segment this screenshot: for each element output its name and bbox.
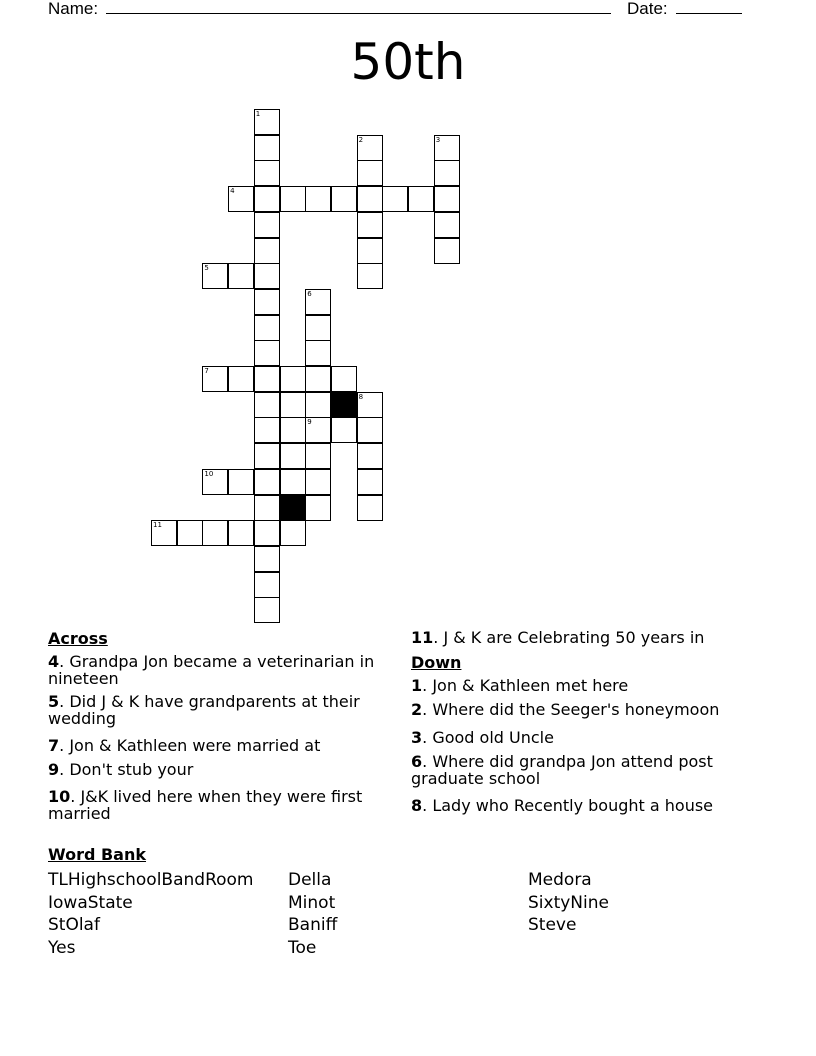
clue-number: 6 [411,752,423,771]
clue-text: J & K are Celebrating 50 years in [443,628,705,647]
crossword-cell[interactable] [254,572,280,598]
word-bank-heading: Word Bank [48,845,147,864]
crossword-cell[interactable] [254,212,280,238]
crossword-cell[interactable] [305,392,331,418]
crossword-cell[interactable] [254,238,280,264]
crossword-cell[interactable] [202,469,228,495]
clue-number: 3 [411,728,423,747]
down-heading: Down [411,653,462,672]
across-clue: 10. J&K lived here when they were first married [48,787,363,823]
word-bank-item: Della [288,870,332,890]
crossword-cell[interactable] [305,340,331,366]
clue-text: Jon & Kathleen met here [432,676,629,695]
crossword-cell[interactable] [357,417,383,443]
crossword-cell[interactable] [434,186,460,212]
clue-number: 7 [48,736,60,755]
crossword-cell[interactable] [228,469,254,495]
crossword-cell[interactable] [202,366,228,392]
across-clue: 7. Jon & Kathleen were married at [48,736,321,755]
crossword-cell[interactable] [357,443,383,469]
crossword-cell[interactable] [254,469,280,495]
crossword-cell[interactable] [254,443,280,469]
crossword-cell[interactable] [177,520,203,546]
crossword-cell[interactable] [305,366,331,392]
crossword-cell[interactable] [357,160,383,186]
cell-number: 8 [358,392,364,401]
crossword-cell[interactable] [331,417,357,443]
crossword-cell[interactable] [280,417,306,443]
clue-text: Where did grandpa Jon attend post graduate school [411,752,713,788]
crossword-cell[interactable] [357,392,383,418]
page-title: 50th [350,33,466,91]
crossword-cell[interactable] [305,186,331,212]
word-bank-item: Toe [288,937,317,958]
cell-number: 7 [204,367,209,375]
cell-number: 4 [230,187,235,196]
clue-number: 4 [48,652,60,671]
across-clue: 4. Grandpa Jon became a veterinarian in nineteen [48,652,375,688]
crossword-cell[interactable] [254,366,280,392]
down-clue: 8. Lady who Recently bought a house [411,796,714,815]
crossword-cell[interactable] [254,520,280,546]
word-bank-item: IowaState [48,892,133,913]
clue-number: 10 [48,787,71,806]
crossword-cell[interactable] [254,315,280,341]
cell-number: 9 [307,418,312,427]
crossword-cell[interactable] [254,160,280,186]
across-clue: 9. Don't stub your [48,760,194,779]
clue-text: Where did the Seeger's honeymoon [432,700,720,719]
crossword-cell[interactable] [331,186,357,212]
crossword-cell[interactable] [254,597,280,623]
across-clue: 11. J & K are Celebrating 50 years in [411,628,705,647]
clue-text: Good old Uncle [432,728,554,747]
cell-number: 10 [204,469,214,478]
crossword-cell[interactable] [357,212,383,238]
down-clue: 2. Where did the Seeger's honeymoon [411,700,720,719]
word-bank-item: StOlaf [48,915,100,935]
cell-number: 11 [153,521,162,530]
name-label: Name: [48,0,99,18]
crossword-cell[interactable] [228,520,254,546]
cell-number: 3 [435,135,441,144]
crossword-cell[interactable] [357,495,383,521]
crossword-cell[interactable] [280,186,306,212]
clue-text: Did J & K have grandparents at their wedding [48,692,360,728]
crossword-cell[interactable] [434,238,460,264]
word-bank-item: Steve [528,915,577,935]
across-clues [48,629,388,822]
down-clue: 6. Where did grandpa Jon attend post graduate school [411,752,713,788]
crossword-cell[interactable] [254,495,280,521]
crossword-cell[interactable] [254,109,280,135]
word-bank-column-2 [288,869,337,959]
crossword-cell[interactable] [408,186,434,212]
clue-number: 2 [411,700,423,719]
crossword-cell[interactable] [202,263,228,289]
crossword-cell[interactable] [254,392,280,418]
crossword-cell[interactable] [357,135,383,161]
crossword-cell[interactable] [280,469,306,495]
word-bank-column-3 [528,869,609,937]
crossword-cell[interactable] [228,366,254,392]
crossword-cell[interactable] [280,392,306,418]
crossword-cell[interactable] [357,263,383,289]
word-bank-item: Minot [288,892,336,913]
crossword-cell[interactable] [305,417,331,443]
clue-number: 8 [411,796,423,815]
crossword-cell[interactable] [228,263,254,289]
clue-number: 11 [411,628,434,647]
crossword-cell[interactable] [228,186,254,212]
crossword-cell[interactable] [254,417,280,443]
crossword-cell[interactable] [357,469,383,495]
crossword-cell[interactable] [357,238,383,264]
crossword-cell[interactable] [305,315,331,341]
crossword-cell[interactable] [434,160,460,186]
crossword-cell[interactable] [305,495,331,521]
down-clue: 1. Jon & Kathleen met here [411,676,629,695]
crossword-cell[interactable] [254,135,280,161]
crossword-cell[interactable] [357,186,383,212]
crossword-cell[interactable] [254,289,280,315]
crossword-cell[interactable] [280,443,306,469]
crossword-cell[interactable] [254,186,280,212]
word-bank-item: Medora [528,870,592,890]
word-bank-item: Yes [48,937,76,958]
across-clue: 5. Did J & K have grandparents at their wedding [48,692,360,728]
cell-number: 1 [255,110,261,118]
right-clues [411,629,751,814]
cell-number: 5 [204,264,209,273]
word-bank-item: SixtyNine [528,892,609,913]
black-cell [280,495,306,521]
clue-text: J&K lived here when they were first married [48,787,363,823]
crossword-cell[interactable] [280,520,306,546]
crossword-cell[interactable] [254,263,280,289]
crossword-cell[interactable] [434,135,460,161]
crossword-cell[interactable] [280,366,306,392]
cell-number: 2 [358,135,364,144]
clue-number: 9 [48,760,60,779]
word-bank-item: TLHighschoolBandRoom [48,870,254,890]
crossword-cell[interactable] [202,520,228,546]
clue-text: Grandpa Jon became a veterinarian in nineteen [48,652,375,688]
crossword-cell[interactable] [151,520,177,546]
clue-text: Jon & Kathleen were married at [69,736,321,755]
crossword-cell[interactable] [434,212,460,238]
clue-text: Don't stub your [69,760,194,779]
crossword-cell[interactable] [305,469,331,495]
crossword-cell[interactable] [331,366,357,392]
word-bank-column-1 [48,869,254,959]
clue-number: 1 [411,676,423,695]
crossword-cell[interactable] [305,289,331,315]
cell-number: 6 [307,289,312,298]
down-clue: 3. Good old Uncle [411,728,554,747]
crossword-cell[interactable] [305,443,331,469]
crossword-cell[interactable] [382,186,408,212]
crossword-cell[interactable] [254,340,280,366]
across-heading: Across [48,629,108,648]
clue-number: 5 [48,692,60,711]
date-label: Date: [627,0,668,18]
black-cell [331,392,357,418]
clue-text: Lady who Recently bought a house [432,796,714,815]
word-bank-item: Baniff [288,915,338,935]
crossword-cell[interactable] [254,546,280,572]
